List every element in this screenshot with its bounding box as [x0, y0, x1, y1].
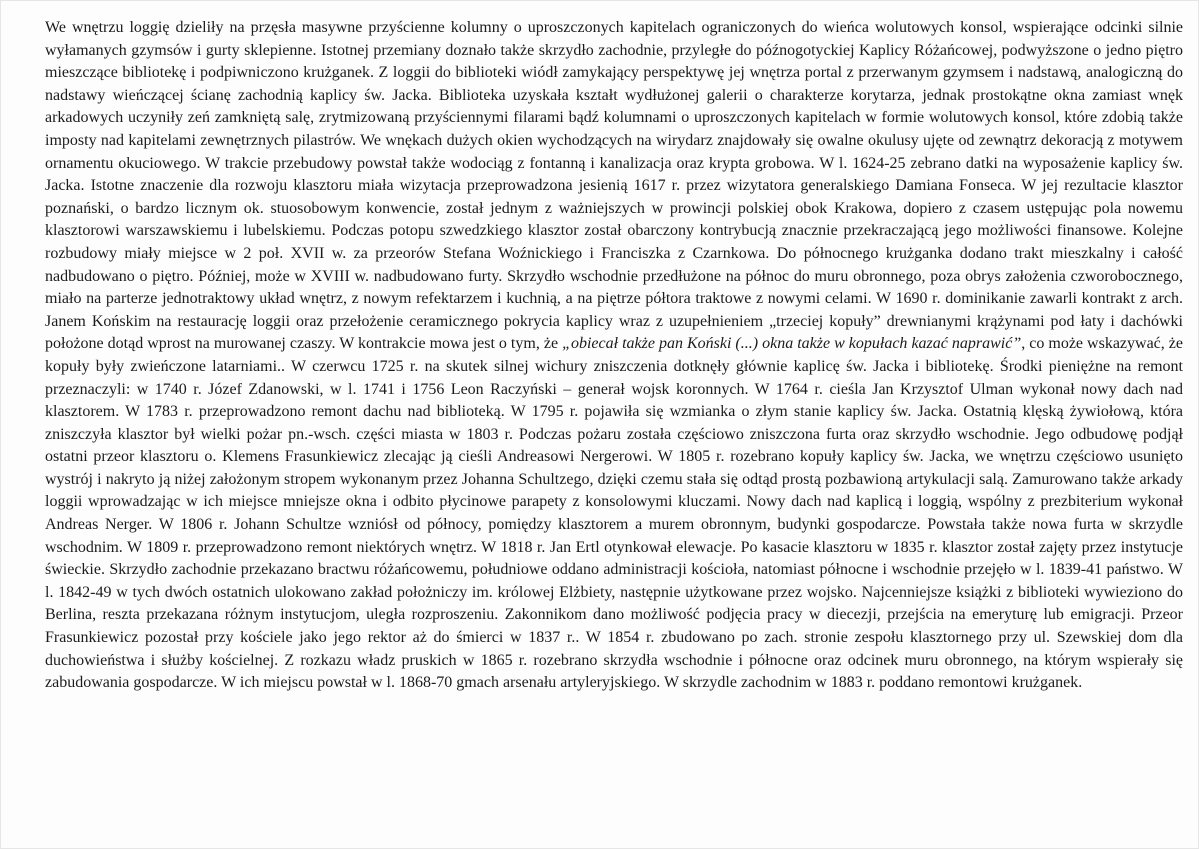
body-paragraph: [45, 17, 1183, 695]
quoted-contract-text: „obiecał także pan Koński (...) okna także w kopułach kazać naprawić”: [562, 335, 1022, 353]
paragraph-text-part-2: , co może wskazywać, że kopuły były zwieńczone latarniami.. W czerwcu 1725 r. na skutek silnej wichury zniszczenia dotknęły głównie kaplicę św. Jacka i bibliotekę. Środki pieniężne na remont przeznaczyli: w 1740 r. Józef Zdanowski, w l. 1741 i 1756 Leon Raczyński – generał wojsk koronnych. W 1764 r. cieśla Jan Krzysztof Ulman wykonał nowy dach nad klasztorem. W 1783 r. przeprowadzono remont dachu nad biblioteką. W 1795 r. pojawiła się wzmianka o złym stanie kaplicy św. Jacka. Ostatnią klęską żywiołową, która zniszczyła klasztor był wielki pożar pn.-wsch. części miasta w 1803 r. Podczas pożaru została częściowo zniszczona furta oraz skrzydło wschodnie. Jego odbudowę podjął ostatni przeor klasztoru o. Klemens Frasunkiewicz zlecając ją cieśli Andreasowi Nergerowi. W 1805 r. rozebrano kopuły kaplicy św. Jacka, we wnętrzu częściowo usunięto wystrój i nakryto ją niżej założonym stropem wykonanym przez Johanna Schultzego, dzięki czemu stała się odtąd prostą pozbawioną artykulacji salą. Zamurowano także arkady loggii wprowadzając w ich miejsce mniejsze okna i odbito płycinowe parapety z konsolowymi kluczami. Nowy dach nad kaplicą i loggią, wspólny z prezbiterium wykonał Andreas Nerger. W 1806 r. Johann Schultze wzniósł od północy, pomiędzy klasztorem a murem obronnym, budynki gospodarcze. Powstała także nowa furta w skrzydle wschodnim. W 1809 r. przeprowadzono remont niektórych wnętrz. W 1818 r. Jan Ertl otynkował elewacje. Po kasacie klasztoru w 1835 r. klasztor został zajęty przez instytucje świeckie. Skrzydło zachodnie przekazano bractwu różańcowemu, południowe oddano administracji kościoła, natomiast północne i wschodnie przejęło w l. 1839-41 państwo. W l. 1842-49 w tych dwóch ostatnich ulokowano zakład położniczy im. królowej Elżbiety, następnie użytkowane przez wojsko. Najcenniejsze książki z biblioteki wywieziono do Berlina, reszta przekazana różnym instytucjom, uległa rozproszeniu. Zakonnikom dano możliwość podjęcia pracy w diecezji, przejścia na emeryturę lub emigracji. Przeor Frasunkiewicz pozostał przy kościele jako jego rektor aż do śmierci w 1837 r.. W 1854 r. zbudowano po zach. stronie zespołu klasztornego przy ul. Szewskiej dom dla duchowieństwa i służby kościelnej. Z rozkazu władz pruskich w 1865 r. rozebrano skrzydła wschodnie i północne oraz odcinek muru obronnego, na którym wspierały się zabudowania gospodarcze. W ich miejscu powstał w l. 1868-70 gmach arsenału artyleryjskiego. W skrzydle zachodnim w 1883 r. poddano remontowi krużganek.: [45, 335, 1183, 692]
paragraph-text-part-1: We wnętrzu loggię dzieliły na przęsła masywne przyścienne kolumny o uproszczonych kapitelach ograniczonych do wieńca wolutowych konsol, wspierające odcinki silnie wyłamanych gzymsów i gurty sklepienne. Istotnej przemiany doznało także skrzydło zachodnie, przyległe do późnogotyckiej Kaplicy Różańcowej, podwyższone o jedno piętro mieszczące bibliotekę i podpiwniczono krużganek. Z loggii do biblioteki wiódł zamykający perspektywę jej wnętrza portal z przerwanym gzymsem i nadstawą, analogiczną do nadstawy wieńczącej ścianę zachodnią kaplicy św. Jacka. Biblioteka uzyskała kształt wydłużonej galerii o charakterze korytarza, jednak prostokątne okna zamiast wnęk arkadowych uczyniły zeń zamkniętą salę, zrytmizowaną przyściennymi filarami bądź kolumnami o uproszczonych kapitelach w formie wolutowych konsol, które zdobią także imposty nad kapitelami zewnętrznych pilastrów. We wnękach dużych okien wychodzących na wirydarz znajdowały się owalne okulusy ujęte od zewnątrz dekoracją z motywem ornamentu okuciowego. W trakcie przebudowy powstał także wodociąg z fontanną i kanalizacja oraz krypta grobowa. W l. 1624-25 zebrano datki na wyposażenie kaplicy św. Jacka. Istotne znaczenie dla rozwoju klasztoru miała wizytacja przeprowadzona jesienią 1617 r. przez wizytatora generalskiego Damiana Fonseca. W jej rezultacie klasztor poznański, o bardzo licznym ok. stuosobowym konwencie, został jednym z ważniejszych w prowincji polskiej obok Krakowa, dopiero z czasem ustępując pola nowemu klasztorowi warszawskiemu i lubelskiemu. Podczas potopu szwedzkiego klasztor został obarczony kontrybucją znacznie przekraczającą jego możliwości finansowe. Kolejne rozbudowy miały miejsce w 2 poł. XVII w. za przeorów Stefana Woźnickiego i Franciszka z Czarnkowa. Do północnego krużganka dodano trakt mieszkalny i całość nadbudowano o piętro. Później, może w XVIII w. nadbudowano furty. Skrzydło wschodnie przedłużone na północ do muru obronnego, poza obrys założenia czworobocznego, miało na parterze jednotraktowy układ wnętrz, z nowym refektarzem i kuchnią, a na piętrze półtora traktowe z nowymi celami. W 1690 r. dominikanie zawarli kontrakt z arch. Janem Końskim na restaurację loggii oraz przełożenie ceramicznego pokrycia kaplicy wraz z uzupełnieniem „trzeciej kopuły” drewnianymi krążynami pod łaty i dachówki położone dotąd wprost na murowanej czaszy. W kontrakcie mowa jest o tym, że: [45, 19, 1183, 353]
